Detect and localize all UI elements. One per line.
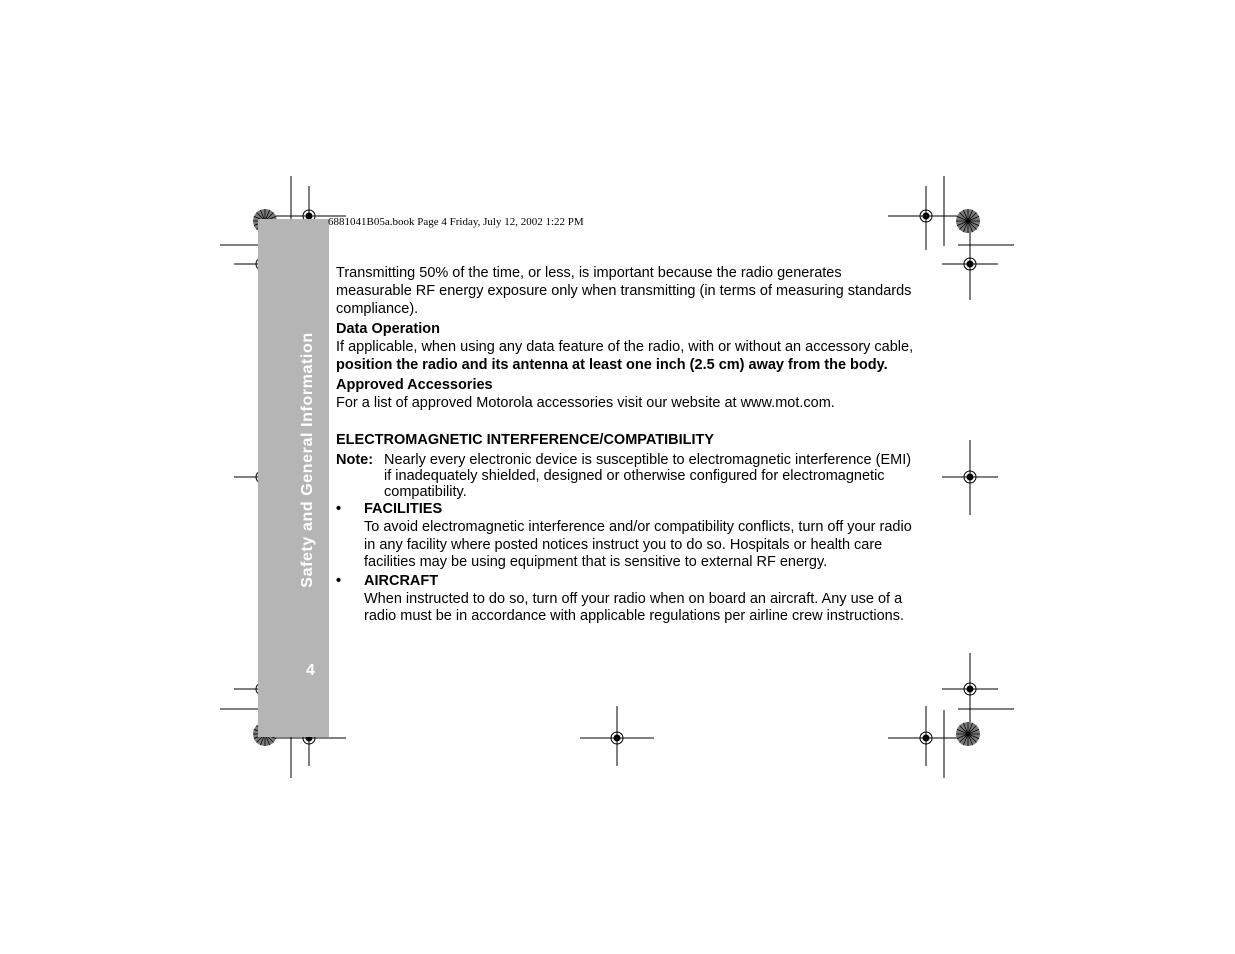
data-operation-warning: position the radio and its antenna at least one inch (2.5 cm) away from the body. xyxy=(336,357,888,373)
data-operation-text: If applicable, when using any data feature of the radio, with or without an accessory cable, xyxy=(336,339,914,355)
page-number: 4 xyxy=(306,662,315,679)
sidebar-title: Safety and General Information xyxy=(299,332,316,588)
aircraft-bullet xyxy=(336,572,914,626)
approved-accessories-text: For a list of approved Motorola accessories visit our website at www.mot.com. xyxy=(336,395,835,411)
data-operation-paragraph xyxy=(336,338,914,374)
intro-paragraph: Transmitting 50% of the time, or less, is important because the radio generates measurable RF energy exposure only when transmitting (in terms of measuring standards compliance). xyxy=(336,265,912,317)
facilities-title: FACILITIES xyxy=(364,501,443,517)
note-text: Nearly every electronic device is susceptible to electromagnetic interference (EMI) if inadequately shielded, designed or otherwise configured for electromagnetic compatibility. xyxy=(384,452,912,500)
note-label: Note: xyxy=(336,452,374,468)
approved-accessories-heading: Approved Accessories xyxy=(336,377,493,393)
bullet-symbol: • xyxy=(336,501,342,517)
emi-note xyxy=(336,452,914,500)
bullet-symbol: • xyxy=(336,572,342,589)
emi-heading: ELECTROMAGNETIC INTERFERENCE/COMPATIBILITY xyxy=(336,432,715,448)
facilities-text: To avoid electromagnetic interference and/or compatibility conflicts, turn off your radio in any facility where posted notices instruct you to do so. Hospitals or health care facilities may be using equipment that is sensitive to external RF energy. xyxy=(364,519,912,570)
aircraft-text: When instructed to do so, turn off your radio when on board an aircraft. Any use of a radio must be in accordance with applicable regulations per airline crew instructions. xyxy=(364,590,904,624)
data-operation-heading: Data Operation xyxy=(336,321,440,337)
facilities-bullet xyxy=(336,500,914,572)
sidebar-band xyxy=(258,219,329,737)
page-content xyxy=(336,264,914,626)
book-file-header: 6881041B05a.book Page 4 Friday, July 12, 2002 1:22 PM xyxy=(328,216,584,228)
aircraft-title: AIRCRAFT xyxy=(364,572,439,589)
